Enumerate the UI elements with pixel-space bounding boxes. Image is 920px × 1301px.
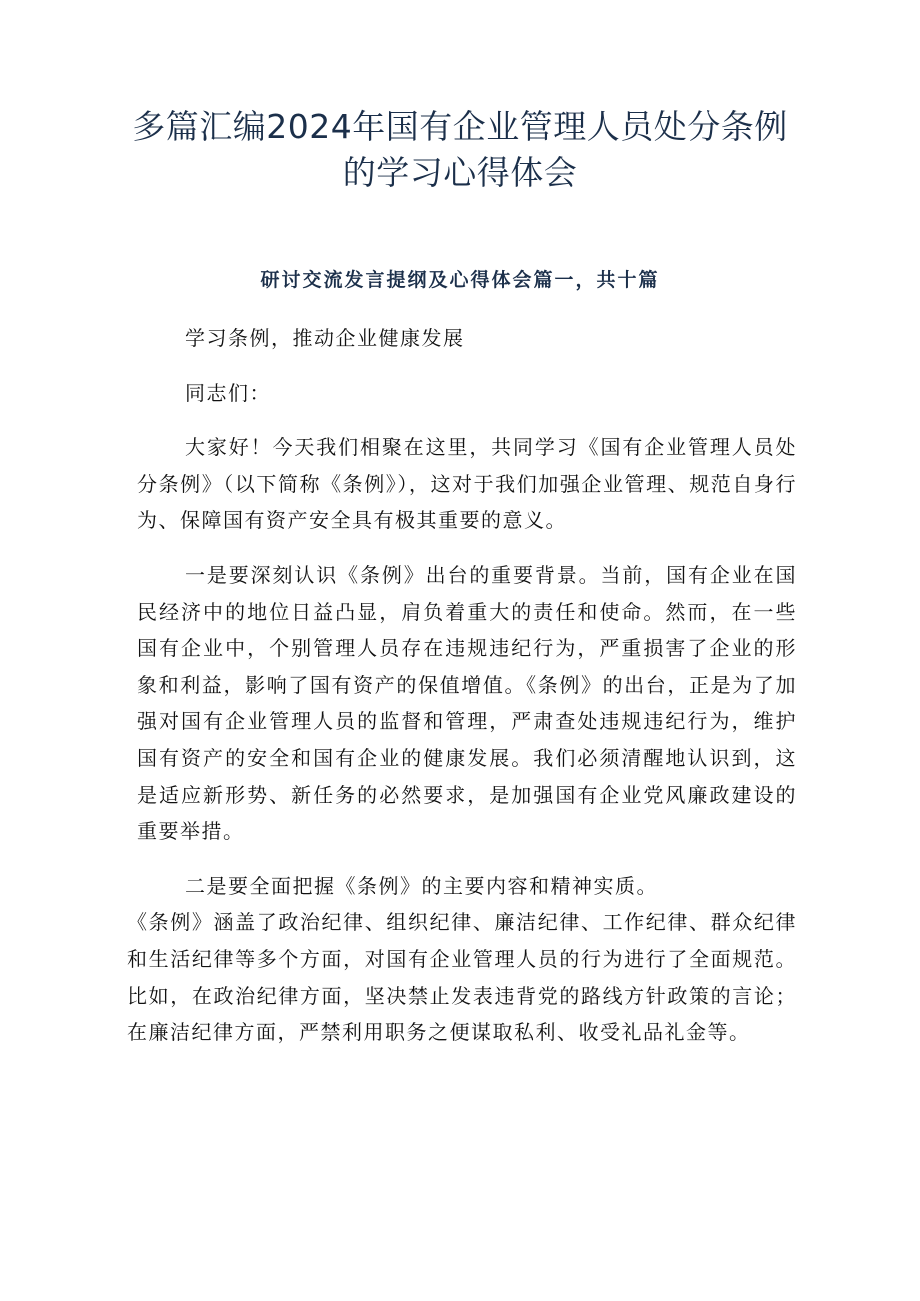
paragraph-regulation-content: 《条例》涵盖了政治纪律、组织纪律、廉洁纪律、工作纪律、群众纪律和生活纪律等多个方面，对国有企业管理人员的行为进行了全面规范。比如，在政治纪律方面，坚决禁止发表违背党的路线方针政策的言论；在廉洁纪律方面，严禁利用职务之便谋取私利、收受礼品礼金等。: [127, 910, 797, 1045]
document-title: 多篇汇编2024年国有企业管理人员处分条例的学习心得体会: [132, 107, 788, 192]
document-body: [127, 320, 797, 1069]
document-subtitle: 研讨交流发言提纲及心得体会篇一，共十篇: [260, 269, 660, 291]
paragraph-point-one: 一是要深刻认识《条例》出台的重要背景。当前，国有企业在国民经济中的地位日益凸显，肩负着重大的责任和使命。然而，在一些国有企业中，个别管理人员存在违规违纪行为，严重损害了企业的形象和利益，影响了国有资产的保值增值。《条例》的出台，正是为了加强对国有企业管理人员的监督和管理，严肃查处违规违纪行为，维护国有资产的安全和国有企业的健康发展。我们必须清醒地认识到，这是适应新形势、新任务的必然要求，是加强国有企业党风廉政建设的重要举措。: [137, 562, 797, 844]
paragraph-salutation: 同志们：: [185, 380, 271, 405]
paragraph-greeting: 大家好！今天我们相聚在这里，共同学习《国有企业管理人员处分条例》（以下简称《条例》），这对于我们加强企业管理、规范自身行为、保障国有资产安全具有极其重要的意义。: [137, 435, 797, 533]
paragraph-point-two: 二是要全面把握《条例》的主要内容和精神实质。: [185, 873, 658, 898]
paragraph-heading: 学习条例，推动企业健康发展: [185, 326, 465, 350]
